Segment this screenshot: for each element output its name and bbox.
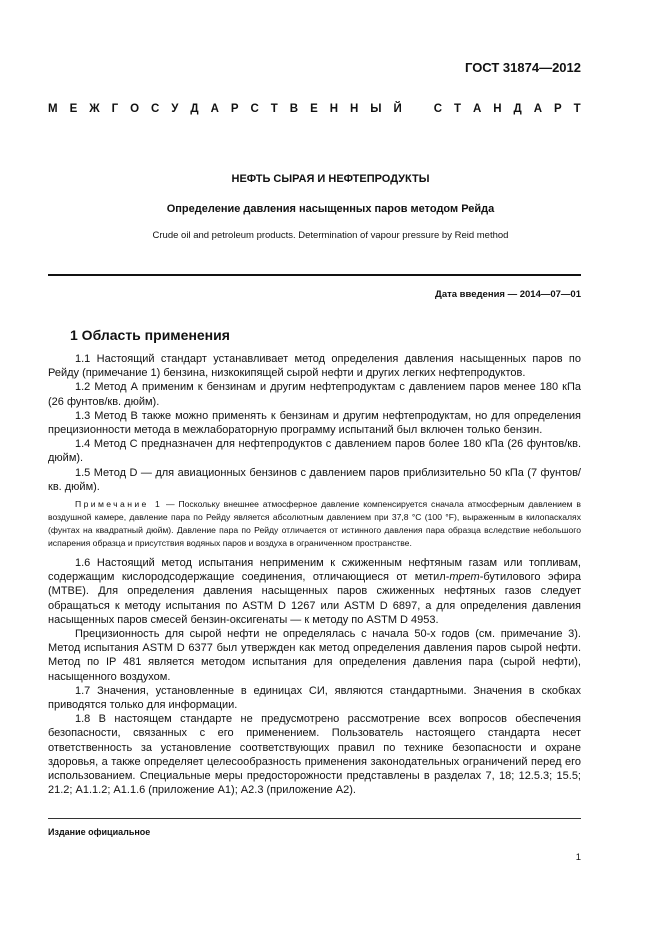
banner-letter: Т: [453, 103, 462, 115]
banner-letter: А: [472, 103, 482, 115]
banner-letter: С: [151, 103, 160, 115]
note-label: Примечание 1: [75, 499, 163, 510]
banner-letter: А: [533, 103, 543, 115]
title-divider: [48, 274, 581, 276]
paragraph-1-8: 1.8 В настоящем стандарте не предусмотрено рассмотрение всех вопросов обеспечения безопасности, связанных с его применением. Пользователь настоящего стандарта несет ответственность за установление соответствующих правил по технике безопасности и охране здоровья, а также определяет целесообразность применения законодательных ограничений перед его использованием. Специальные меры предосторожности представлены в разделах 7, 18; 12.5.3; 15.5; 21.2; А1.1.2; А1.1.6 (приложение А1); А2.3 (приложение А2).: [48, 713, 581, 797]
paragraph-1-7: 1.7 Значения, установленные в единицах СИ, являются стандартными. Значения в скобках приводятся только для информации.: [48, 684, 581, 712]
banner-letter: Е: [69, 103, 78, 115]
banner-letter: Т: [270, 103, 278, 115]
banner-letter: Н: [493, 103, 502, 115]
paragraph-1-5: 1.5 Метод D — для авиационных бензинов с давлением паров приблизительно 50 кПа (7 фунтов/кв. дюйм).: [48, 466, 581, 493]
paragraph-1-6-start: 1.6 Настоящий метод испытания неприменим к сжиженным нефтяным газам или топливам, содержащим кислородсодержащие соединения, отличающиеся от метил-: [48, 557, 581, 584]
footer-divider: [48, 818, 581, 819]
english-title: Crude oil and petroleum products. Determination of vapour pressure by Reid method: [152, 230, 509, 241]
banner-letter: С: [433, 103, 443, 115]
banner-letter: Г: [111, 103, 119, 115]
banner-letter: М: [48, 103, 58, 115]
note-text: — Поскольку внешнее атмосферное давление компенсируется сначала атмосферным давлением в воздушной камере, давление пара по Рейду является абсолютным давлением при 37,8 °C (100 °F), выраженным в килопаскалях (фунтах на квадратный дюйм). Давление пара по Рейду отличается от истинного давления пара образца вследствие небольшого испарения образца и присутствия водяных паров и воздуха в ограниченном пространстве.: [48, 499, 582, 549]
banner-letter: В: [289, 103, 299, 115]
document-title: НЕФТЬ СЫРАЯ И НЕФТЕПРОДУКТЫ: [231, 173, 430, 185]
section-body: [48, 352, 581, 797]
banner-letter: Ж: [89, 103, 100, 115]
page-number: 1: [575, 852, 581, 863]
paragraph-crude-precision: Прецизионность для сырой нефти не определялась с начала 50-х годов (см. примечание 3). Метод испытания ASTM D 6377 был утвержден как метод определения давления паров сырой нефти. Метод по IP 481 является методом испытания для определения давления пара (сырой нефти), насыщенного воздухом.: [48, 628, 581, 683]
banner-letter: [414, 103, 422, 115]
banner-letter: Н: [329, 103, 339, 115]
banner-letter: Й: [393, 103, 402, 115]
banner-letter: Р: [230, 103, 239, 115]
paragraph-1-3: 1.3 Метод В также можно применять к бензинам и другим нефтепродуктам, но для определения прецизионности метода в межлабораторную программу испытаний был включен только бензин.: [48, 409, 581, 437]
paragraph-1-4: 1.4 Метод С предназначен для нефтепродуктов с давлением паров более 180 кПа (26 фунтов/кв. дюйм).: [48, 438, 581, 465]
paragraph-1-1: 1.1 Настоящий стандарт устанавливает метод определения давления насыщенных паров по Рейду (примечание 1) бензина, низкокипящей сырой нефти и других легких нефтепродуктов.: [48, 353, 581, 380]
banner-letter: Т: [573, 103, 581, 115]
paragraph-1-6: [48, 556, 581, 627]
banner-letter: Д: [190, 103, 199, 115]
banner-letter: О: [130, 103, 140, 115]
document-subtitle: Определение давления насыщенных паров методом Рейда: [166, 203, 495, 215]
introduction-date: Дата введения — 2014—07—01: [435, 289, 581, 300]
interstate-standard-banner: [48, 103, 581, 115]
paragraph-1-6-end: -бутилового эфира (МТВЕ). Для определения давления насыщенных паров сжиженных нефтяных газов следует обращаться к методу испытания по ASTM D 1267 или ASTM D 6897, а для определения давления насыщенных паров смесей бензин-оксигенаты — к методу по ASTM D 4953.: [48, 571, 581, 626]
banner-letter: Ы: [370, 103, 382, 115]
banner-letter: Р: [554, 103, 562, 115]
banner-letter: Н: [349, 103, 359, 115]
banner-letter: У: [171, 103, 179, 115]
section-heading: 1 Область применения: [70, 327, 230, 343]
official-edition-label: Издание официальное: [48, 827, 151, 837]
standard-code: ГОСТ 31874—2012: [465, 60, 581, 75]
banner-letter: Д: [513, 103, 522, 115]
banner-letter: А: [210, 103, 219, 115]
paragraph-1-2: 1.2 Метод А применим к бензинам и другим нефтепродуктам с давлением паров менее 180 кПа (26 фунтов/кв. дюйм).: [48, 381, 581, 408]
banner-letter: С: [250, 103, 259, 115]
note-1: [48, 498, 581, 550]
paragraph-1-6-italic: трет: [449, 571, 480, 584]
banner-letter: Е: [310, 103, 318, 115]
